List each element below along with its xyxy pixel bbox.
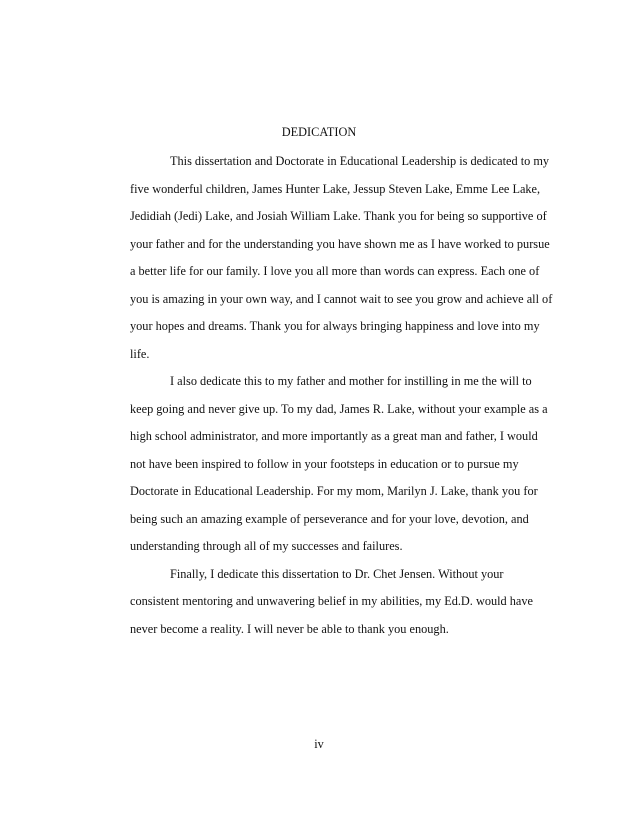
dedication-body — [130, 148, 566, 643]
text-line: This dissertation and Doctorate in Educational Leadership is dedicated to my — [170, 154, 550, 168]
text-line: your hopes and dreams. Thank you for always bringing happiness and love into my — [130, 319, 540, 333]
text-line: consistent mentoring and unwavering belief in my abilities, my Ed.D. would have — [130, 594, 533, 608]
text-line: keep going and never give up. To my dad, James R. Lake, without your example as a — [130, 401, 548, 416]
text-line: understanding through all of my successes and failures. — [130, 539, 403, 553]
text-line: Jedidiah (Jedi) Lake, and Josiah William Lake. Thank you for being so supportive of — [130, 209, 547, 223]
text-line: high school administrator, and more importantly as a great man and father, I would — [130, 429, 538, 443]
text-line: being such an amazing example of perseverance and for your love, devotion, and — [130, 511, 529, 526]
text-line: five wonderful children, James Hunter Lake, Jessup Steven Lake, Emme Lee Lake, — [130, 181, 541, 196]
text-line: life. — [130, 346, 150, 361]
text-line: Finally, I dedicate this dissertation to Dr. Chet Jensen. Without your — [170, 566, 504, 581]
text-line: Doctorate in Educational Leadership. For my mom, Marilyn J. Lake, thank you for — [130, 484, 538, 498]
text-line: not have been inspired to follow in your footsteps in education or to pursue my — [130, 456, 519, 471]
text-line: your father and for the understanding you have shown me as I have worked to pursue — [130, 236, 550, 251]
text-line: never become a reality. I will never be able to thank you enough. — [130, 621, 449, 636]
text-line: a better life for our family. I love you all more than words can express. Each one of — [130, 264, 540, 278]
text-line: you is amazing in your own way, and I cannot wait to see you grow and achieve all of — [130, 291, 553, 306]
text-line: I also dedicate this to my father and mother for instilling in me the will to — [170, 374, 532, 388]
page-number: iv — [314, 737, 324, 751]
page-title: DEDICATION — [281, 125, 357, 139]
